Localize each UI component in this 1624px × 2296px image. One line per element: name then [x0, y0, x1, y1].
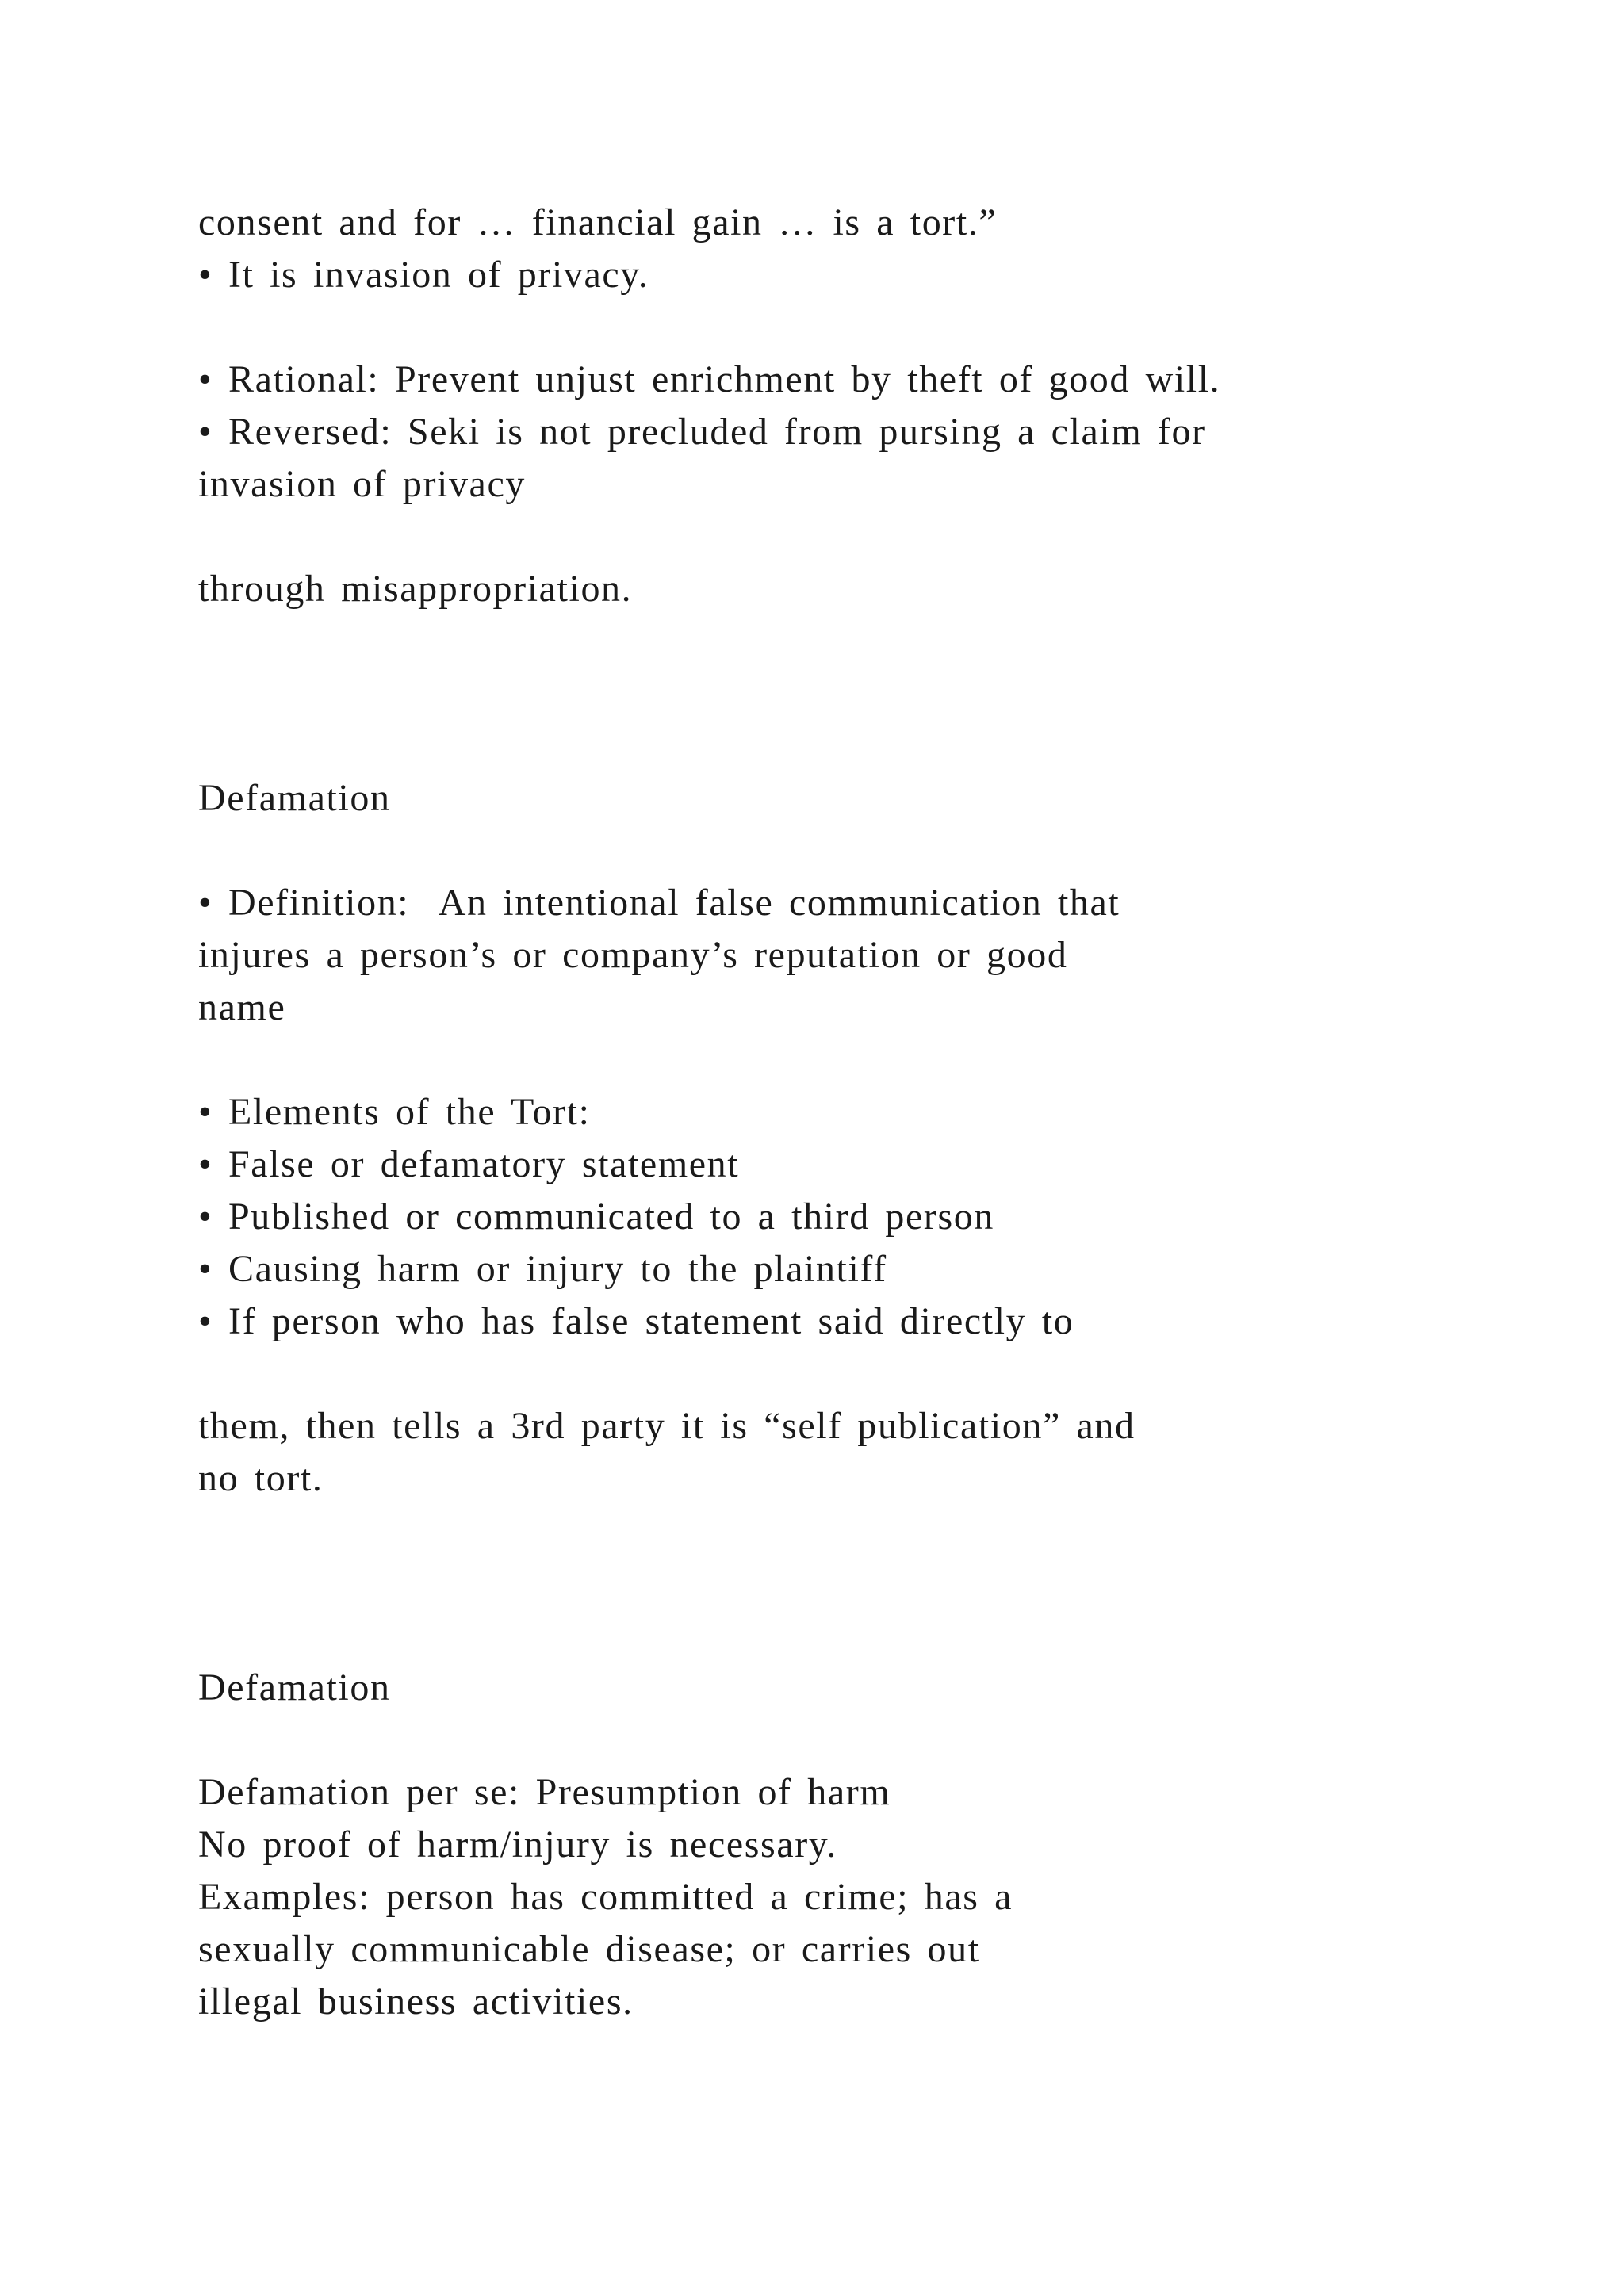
- bullet-item: • If person who has false statement said directly to: [198, 1300, 1074, 1342]
- text-line: consent and for … financial gain … is a tort.”: [198, 201, 998, 243]
- section-heading: Defamation: [198, 1667, 391, 1709]
- text-line: injures a person’s or company’s reputation or good: [198, 934, 1068, 976]
- bullet-item: • Published or communicated to a third person: [198, 1196, 994, 1238]
- bullet-item: • Elements of the Tort:: [198, 1091, 591, 1133]
- text-line: no tort.: [198, 1457, 324, 1499]
- text-line: sexually communicable disease; or carries out: [198, 1928, 980, 1970]
- section-heading: Defamation: [198, 777, 391, 819]
- text-line: Defamation per se: Presumption of harm: [198, 1771, 891, 1813]
- text-line: Examples: person has committed a crime; has a: [198, 1876, 1013, 1918]
- bullet-item: • False or defamatory statement: [198, 1143, 740, 1185]
- bullet-item: • Definition: An intentional false communication that: [198, 882, 1120, 924]
- text-line: No proof of harm/injury is necessary.: [198, 1823, 837, 1866]
- text-line: illegal business activities.: [198, 1980, 634, 2022]
- bullet-item: • It is invasion of privacy.: [198, 254, 649, 296]
- text-line: through misappropriation.: [198, 568, 633, 610]
- text-line: them, then tells a 3rd party it is “self publication” and: [198, 1405, 1136, 1447]
- bullet-item: • Rational: Prevent unjust enrichment by theft of good will.: [198, 358, 1221, 400]
- bullet-item: • Reversed: Seki is not precluded from pursing a claim for: [198, 411, 1206, 453]
- text-line: invasion of privacy: [198, 463, 526, 505]
- bullet-item: • Causing harm or injury to the plaintiff: [198, 1248, 887, 1290]
- text-line: name: [198, 986, 286, 1028]
